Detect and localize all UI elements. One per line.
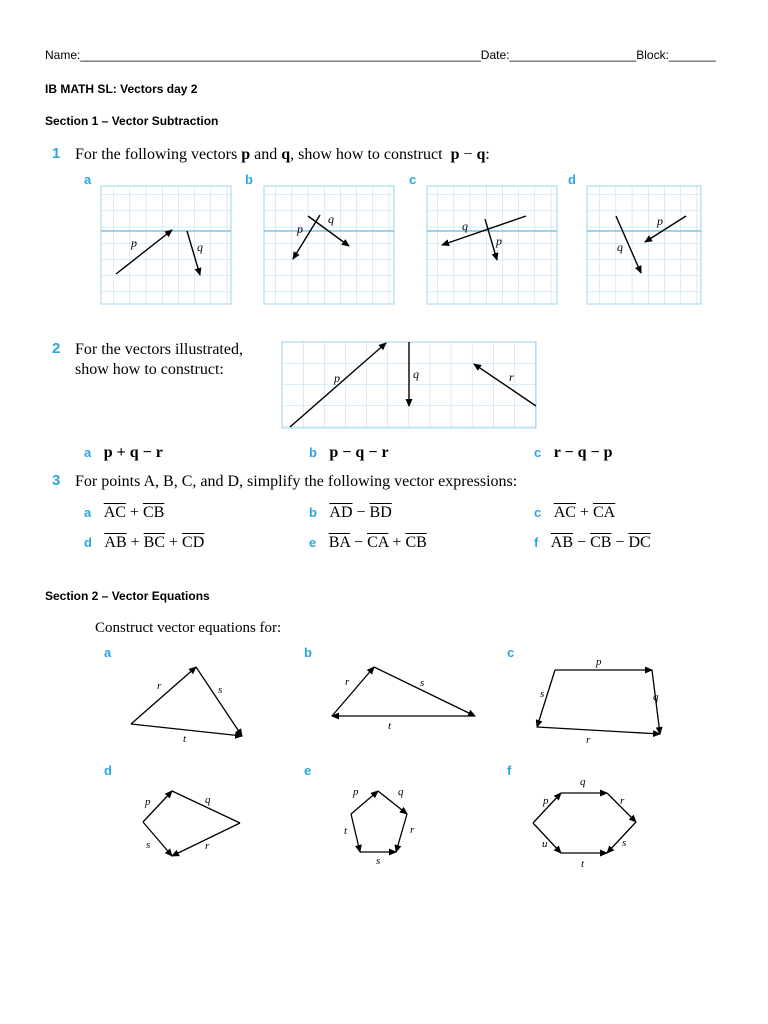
section2-heading: Section 2 – Vector Equations bbox=[45, 589, 210, 603]
q1b-label-p: p bbox=[297, 222, 303, 236]
svg-text:p: p bbox=[543, 795, 549, 807]
s2-part-c-letter: c bbox=[507, 645, 515, 660]
q1a-label-q: q bbox=[197, 240, 203, 254]
svg-text:r: r bbox=[205, 840, 210, 852]
q2-text-line1: For the vectors illustrated, bbox=[75, 341, 243, 358]
svg-text:s: s bbox=[622, 837, 627, 849]
svg-text:t: t bbox=[344, 825, 348, 837]
svg-text:p: p bbox=[353, 786, 359, 798]
svg-text:t: t bbox=[581, 858, 585, 870]
svg-text:t: t bbox=[183, 733, 187, 745]
svg-text:r: r bbox=[410, 824, 415, 836]
s2e-pentagon bbox=[344, 786, 415, 867]
svg-text:s: s bbox=[146, 839, 151, 851]
q2-label-r: r bbox=[509, 370, 514, 384]
svg-text:r: r bbox=[586, 734, 591, 746]
q3-number: 3 bbox=[52, 472, 61, 489]
svg-text:r: r bbox=[345, 676, 350, 688]
q1c-grid bbox=[427, 186, 557, 304]
svg-text:s: s bbox=[218, 684, 223, 696]
svg-text:t: t bbox=[388, 720, 392, 732]
q2-text-line2: show how to construct: bbox=[75, 361, 224, 378]
q1b-label-q: q bbox=[328, 212, 334, 226]
q1c-label-p: p bbox=[496, 234, 502, 248]
q2-grid bbox=[282, 342, 536, 428]
svg-text:u: u bbox=[542, 838, 548, 850]
q1-text: For the following vectors p and q, show how to construct p − q: bbox=[75, 146, 490, 163]
svg-text:s: s bbox=[420, 677, 425, 689]
q1a-label-p: p bbox=[131, 236, 137, 250]
q3-part-d: d $\overline{AB} + \overline{BC} + \overline{CD}$ bbox=[84, 534, 205, 551]
s2-part-a-letter: a bbox=[104, 645, 112, 660]
q1-number: 1 bbox=[52, 145, 61, 162]
q3-text: For points A, B, C, and D, simplify the following vector expressions: bbox=[75, 473, 518, 490]
q1b-grid bbox=[264, 186, 394, 304]
q2-part-b: b p − q − r bbox=[309, 444, 389, 461]
q2-part-c: c r − q − p bbox=[534, 444, 613, 461]
q3-part-c: c $\overline{AC} + \overline{CA}$ bbox=[534, 504, 616, 521]
s2-part-d-letter: d bbox=[104, 763, 112, 778]
svg-text:q: q bbox=[580, 776, 586, 788]
s2a-triangle bbox=[131, 667, 242, 745]
q3-part-f: f $\overline{AB} - \overline{CB} - \overline{DC}$ bbox=[534, 534, 651, 551]
q1a-grid bbox=[101, 186, 231, 304]
q1c-label-q: q bbox=[462, 219, 468, 233]
svg-text:r: r bbox=[157, 680, 162, 692]
section1-heading: Section 1 – Vector Subtraction bbox=[45, 114, 219, 128]
q2-part-a: a p + q − r bbox=[84, 444, 163, 461]
s2-part-e-letter: e bbox=[304, 763, 312, 778]
q1-part-b-letter: b bbox=[245, 172, 253, 187]
s2c-quadrilateral bbox=[537, 656, 660, 746]
q1d-grid bbox=[587, 186, 701, 304]
q2-label-q: q bbox=[413, 367, 419, 381]
q1-part-c-letter: c bbox=[409, 172, 417, 187]
name-date-block-line: Name:____________________________________________________________Date:___________________Block:_______ bbox=[45, 48, 716, 62]
svg-text:s: s bbox=[376, 855, 381, 867]
worksheet-title: IB MATH SL: Vectors day 2 bbox=[45, 82, 198, 96]
s2b-triangle bbox=[332, 667, 475, 732]
s2f-hexagon bbox=[533, 776, 636, 870]
svg-text:s: s bbox=[540, 688, 545, 700]
svg-text:p: p bbox=[596, 656, 602, 668]
section2-prompt: Construct vector equations for: bbox=[95, 620, 282, 636]
q1d-label-q: q bbox=[617, 240, 623, 254]
svg-text:r: r bbox=[620, 795, 625, 807]
s2-part-b-letter: b bbox=[304, 645, 312, 660]
q3-part-b: b $\overline{AD} - \overline{BD}$ bbox=[309, 504, 392, 521]
svg-text:q: q bbox=[398, 786, 404, 798]
q2-label-p: p bbox=[334, 371, 340, 385]
svg-text:q: q bbox=[653, 691, 659, 703]
q1-part-a-letter: a bbox=[84, 172, 92, 187]
q3-part-e: e $\overline{BA} - \overline{CA} + \overline{CB}$ bbox=[309, 534, 427, 551]
svg-text:p: p bbox=[145, 796, 151, 808]
q3-part-a: a $\overline{AC} + \overline{CB}$ bbox=[84, 504, 165, 521]
q2-number: 2 bbox=[52, 340, 61, 357]
s2d-kite bbox=[143, 791, 240, 856]
q1d-label-p: p bbox=[657, 214, 663, 228]
q1-part-d-letter: d bbox=[568, 172, 576, 187]
s2-part-f-letter: f bbox=[507, 763, 512, 778]
svg-text:q: q bbox=[205, 794, 211, 806]
